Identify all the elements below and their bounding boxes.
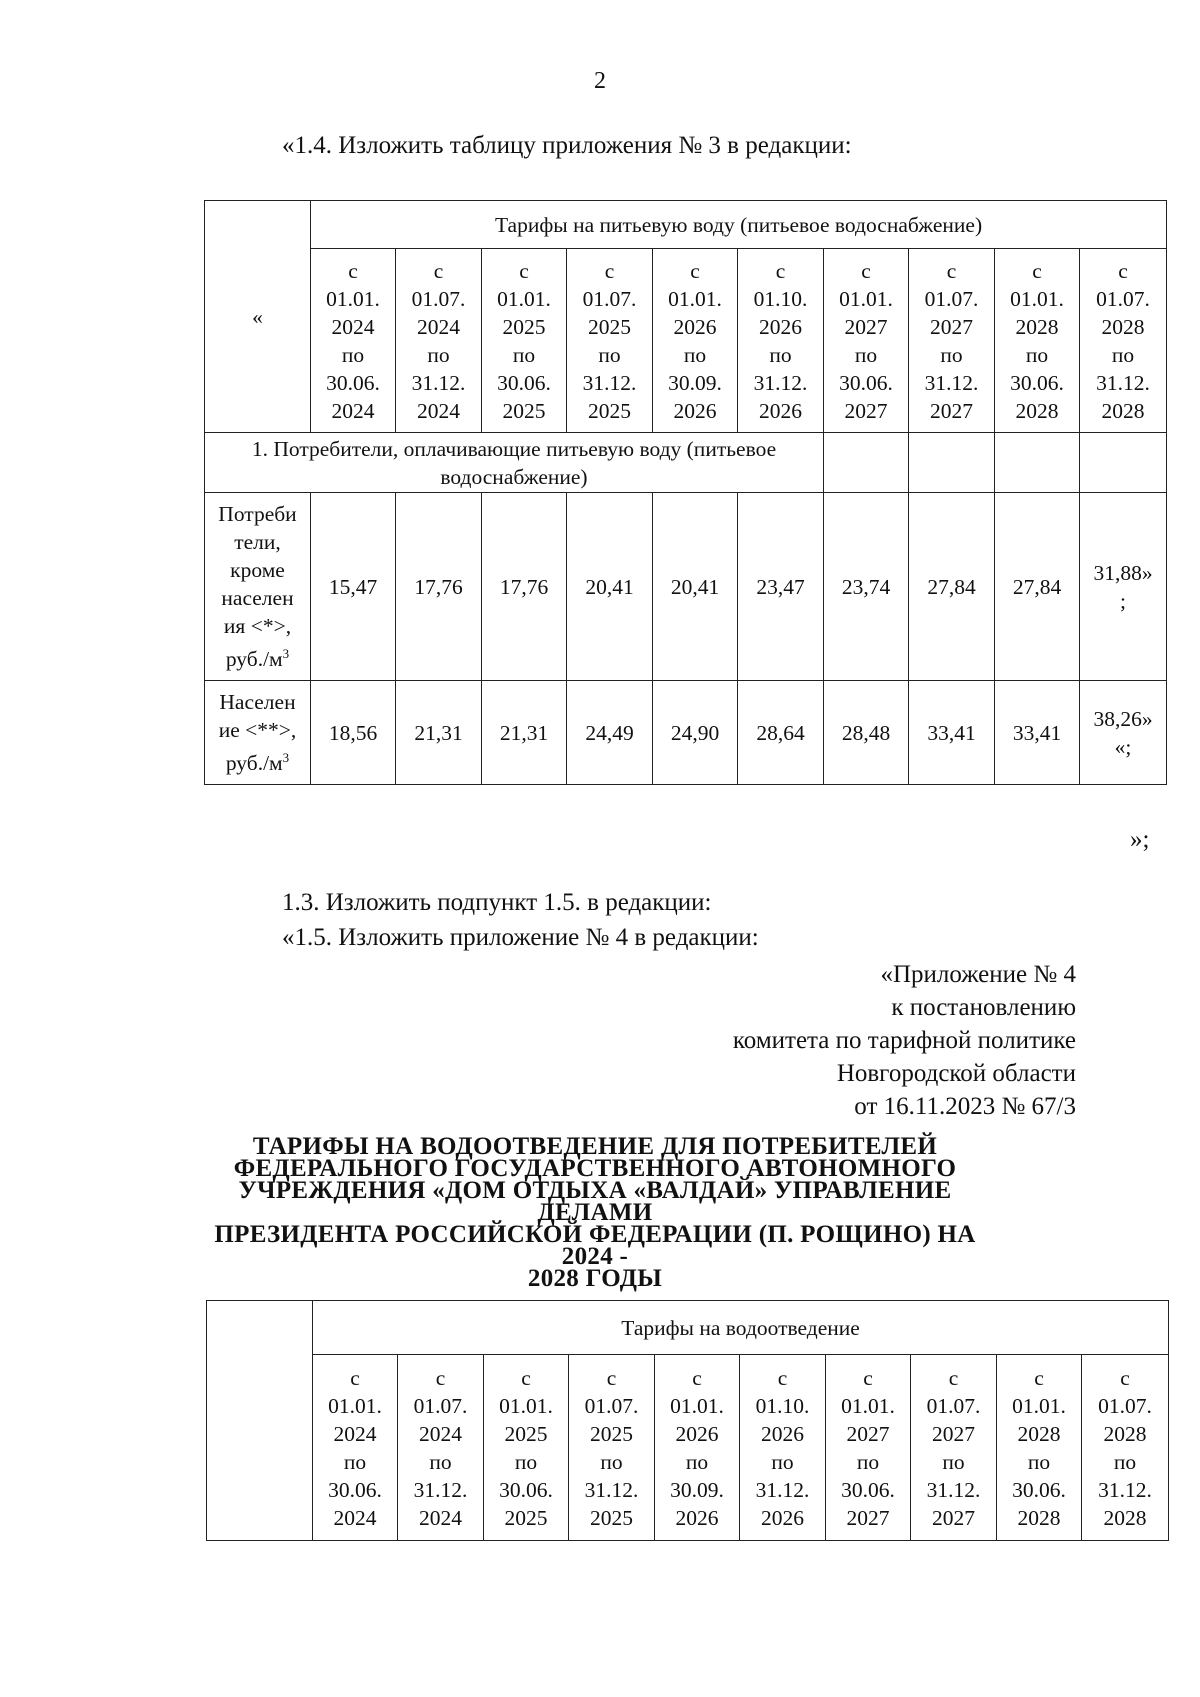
period-line: с: [863, 1365, 873, 1390]
period-line: по: [1111, 342, 1135, 367]
period-line: 31.12.: [413, 1477, 468, 1502]
period-line: по: [600, 1449, 623, 1474]
period-header-cell: [484, 1355, 569, 1541]
period-line: 01.01.: [328, 1393, 382, 1418]
period-line: 2024: [331, 314, 375, 339]
tariff-value-cell: 24,90: [653, 681, 738, 785]
period-line: 01.01.: [670, 1393, 724, 1418]
title-line: ФЕДЕРАЛЬНОГО ГОСУДАРСТВЕННОГО АВТОНОМНОГО: [233, 1155, 957, 1182]
period-line: 2024: [419, 1505, 462, 1530]
period-line: 30.06.: [841, 1477, 895, 1502]
period-line: с: [775, 258, 786, 283]
period-line: 01.01.: [497, 286, 551, 311]
title-line: ТАРИФЫ НА ВОДООТВЕДЕНИЕ ДЛЯ ПОТРЕБИТЕЛЕЙ: [252, 1133, 938, 1160]
period-header-cell: [1080, 249, 1167, 433]
period-header-cell: [396, 249, 482, 433]
period-line: по: [514, 1449, 538, 1474]
period-line: 30.06.: [328, 1477, 382, 1502]
table1-closing-quote: »;: [1130, 826, 1150, 853]
period-line: 30.06.: [326, 370, 380, 395]
period-line: по: [341, 342, 365, 367]
tariff-value-cell: 24,49: [567, 681, 653, 785]
row-label-text: руб./м: [225, 751, 283, 776]
tariff-value-cell: 33,41: [995, 681, 1080, 785]
period-line: 2028: [1103, 1505, 1147, 1530]
period-line: с: [861, 258, 871, 283]
period-line: 2028: [1015, 398, 1059, 423]
row-label-text: тели,: [234, 529, 281, 554]
period-line: 31.12.: [753, 370, 808, 395]
period-line: по: [343, 1449, 367, 1474]
period-line: по: [683, 342, 707, 367]
period-line: 2025: [504, 1505, 548, 1530]
tariff-value-line: ;: [1120, 588, 1127, 613]
tariff-value-line: 38,26»: [1093, 706, 1153, 731]
period-line: 2024: [331, 398, 375, 423]
period-line: 01.01.: [668, 286, 722, 311]
tariff-value-cell: 21,31: [482, 681, 567, 785]
row-label: [205, 681, 311, 785]
period-line: 31.12.: [582, 370, 637, 395]
period-line: по: [856, 1449, 880, 1474]
table-cell: [1080, 433, 1167, 493]
tariff-value-cell: 23,47: [738, 493, 824, 681]
period-line: 01.01.: [1012, 1393, 1066, 1418]
period-line: 2028: [1017, 1505, 1061, 1530]
table2-corner-cell: [207, 1301, 313, 1541]
period-line: 2024: [333, 1505, 377, 1530]
row-label-text: руб./м: [225, 647, 283, 672]
table1-period-row: [205, 249, 1167, 433]
period-line: 2025: [502, 398, 546, 423]
period-line: с: [435, 1365, 446, 1390]
period-header-cell: [738, 249, 824, 433]
period-line: 01.01.: [1010, 286, 1064, 311]
tariff-value-cell: 27,84: [909, 493, 995, 681]
appendix-line: Новгородской области: [836, 1060, 1076, 1087]
table2-header: Тарифы на водоотведение: [313, 1301, 1169, 1355]
row-label-line: [205, 612, 310, 640]
period-line: по: [427, 342, 450, 367]
period-line: 01.07.: [413, 1393, 468, 1418]
period-line: 31.12.: [924, 370, 979, 395]
appendix-line: от 16.11.2023 № 67/3: [854, 1093, 1076, 1120]
period-line: 2026: [675, 1505, 719, 1530]
period-line: 01.07.: [924, 286, 979, 311]
period-line: 2026: [761, 1421, 804, 1446]
period-line: 2028: [1101, 314, 1145, 339]
period-line: 2026: [675, 1421, 719, 1446]
paragraph-1-5: «1.5. Изложить приложение № 4 в редакции:: [282, 924, 759, 951]
period-line: по: [512, 342, 536, 367]
period-header-cell: [997, 1355, 1082, 1541]
period-line: 30.06.: [497, 370, 551, 395]
period-line: по: [1027, 1449, 1051, 1474]
period-line: 2024: [417, 314, 460, 339]
period-header-cell: [740, 1355, 826, 1541]
period-line: с: [946, 258, 957, 283]
row-label: [205, 493, 311, 681]
period-line: по: [854, 342, 878, 367]
tariff-value-line: 31,88»: [1093, 560, 1153, 585]
appendix-line: «Приложение № 4: [880, 961, 1076, 988]
tariff-value-cell: 17,76: [396, 493, 482, 681]
period-line: 2028: [1015, 314, 1059, 339]
row-label-line: [205, 716, 310, 744]
period-line: по: [769, 342, 792, 367]
appendix-line: к постановлению: [891, 994, 1076, 1021]
period-line: с: [519, 258, 529, 283]
period-line: 30.09.: [668, 370, 722, 395]
table1-row-population: [205, 681, 1167, 785]
period-line: по: [942, 1449, 965, 1474]
row-label-line: [205, 500, 310, 528]
period-line: 2026: [761, 1505, 804, 1530]
period-line: 31.12.: [584, 1477, 639, 1502]
unit-superscript: 3: [282, 749, 290, 765]
period-line: 2025: [502, 314, 546, 339]
period-line: 01.01.: [326, 286, 380, 311]
tariff-value-cell: 20,41: [567, 493, 653, 681]
tariff-value-cell: 21,31: [396, 681, 482, 785]
row-label-text: ие <**>,: [218, 717, 297, 742]
period-line: 2027: [930, 398, 973, 423]
document-title: [200, 1133, 990, 1292]
period-line: по: [598, 342, 621, 367]
period-line: 2027: [844, 398, 888, 423]
period-line: с: [690, 258, 700, 283]
period-line: 31.12.: [411, 370, 466, 395]
period-line: 31.12.: [1098, 1477, 1152, 1502]
period-line: 2025: [504, 1421, 548, 1446]
period-header-cell: [311, 249, 396, 433]
period-line: с: [606, 1365, 617, 1390]
tariff-value-cell: 15,47: [311, 493, 396, 681]
table1-corner-cell: «: [205, 201, 311, 433]
table-cell: [995, 433, 1080, 493]
tariff-value-cell: 18,56: [311, 681, 396, 785]
period-line: 2024: [417, 398, 460, 423]
period-line: по: [1025, 342, 1049, 367]
row-label-text: кроме: [230, 557, 285, 582]
period-line: по: [1113, 1449, 1137, 1474]
period-line: 2025: [588, 314, 631, 339]
period-line: 2027: [846, 1505, 890, 1530]
tariff-value-cell: 20,41: [653, 493, 738, 681]
period-header-cell: [653, 249, 738, 433]
period-line: 2026: [673, 398, 717, 423]
row-label-text: Потреби: [218, 501, 297, 526]
period-line: с: [948, 1365, 959, 1390]
period-line: 01.07.: [1096, 286, 1150, 311]
period-line: 01.10.: [755, 1393, 810, 1418]
period-line: с: [777, 1365, 788, 1390]
tariff-value-cell: 17,76: [482, 493, 567, 681]
appendix-header: [733, 958, 1076, 1123]
period-line: 01.07.: [411, 286, 466, 311]
period-line: 2027: [846, 1421, 890, 1446]
period-header-cell: [824, 249, 909, 433]
tariff-value-cell-last: [1080, 493, 1167, 681]
title-line: 2028 ГОДЫ: [527, 1265, 663, 1292]
row-label-line: [205, 744, 310, 777]
row-label-text: ия <*>,: [223, 613, 292, 638]
period-line: 2024: [419, 1421, 462, 1446]
period-line: с: [350, 1365, 360, 1390]
period-line: 01.07.: [582, 286, 637, 311]
tariff-value-line: «;: [1114, 734, 1132, 759]
period-line: 2028: [1017, 1421, 1061, 1446]
period-line: 30.06.: [1010, 370, 1064, 395]
period-header-cell: [482, 249, 567, 433]
period-line: 30.09.: [670, 1477, 724, 1502]
table1-header: Тарифы на питьевую воду (питьевое водоснабжение): [311, 201, 1167, 249]
period-line: 30.06.: [1012, 1477, 1066, 1502]
period-line: по: [685, 1449, 709, 1474]
row-label-text: Населен: [219, 689, 296, 714]
period-line: 31.12.: [926, 1477, 981, 1502]
table1-section-title: 1. Потребители, оплачивающие питьевую воду (питьевое водоснабжение): [205, 433, 824, 493]
period-line: 2026: [759, 314, 802, 339]
paragraph-1-3: 1.3. Изложить подпункт 1.5. в редакции:: [282, 889, 712, 916]
period-line: 01.07.: [1098, 1393, 1152, 1418]
table2-period-row: [207, 1355, 1169, 1541]
period-header-cell: [826, 1355, 911, 1541]
wastewater-tariff-table: [206, 1300, 1169, 1541]
tariff-value-cell: 27,84: [995, 493, 1080, 681]
period-line: 01.10.: [753, 286, 808, 311]
period-line: 2025: [590, 1505, 633, 1530]
period-header-cell: [995, 249, 1080, 433]
tariff-value-cell: 28,64: [738, 681, 824, 785]
page-number: 2: [594, 68, 606, 94]
period-header-cell: [569, 1355, 655, 1541]
period-line: 30.06.: [499, 1477, 553, 1502]
period-line: 2028: [1103, 1421, 1147, 1446]
period-line: 01.07.: [584, 1393, 639, 1418]
row-label-line: [205, 640, 310, 673]
period-header-cell: [313, 1355, 398, 1541]
period-line: 31.12.: [1096, 370, 1150, 395]
row-label-line: [205, 688, 310, 716]
period-line: 2025: [590, 1421, 633, 1446]
table-cell: [824, 433, 909, 493]
period-header-cell: [398, 1355, 484, 1541]
period-header-cell: [655, 1355, 740, 1541]
tariff-value-cell-last: [1080, 681, 1167, 785]
title-line: ПРЕЗИДЕНТА РОССИЙСКОЙ ФЕДЕРАЦИИ (П. РОЩИНО) НА 2024 -: [214, 1221, 976, 1270]
period-line: с: [348, 258, 358, 283]
period-line: по: [771, 1449, 794, 1474]
period-header-cell: [567, 249, 653, 433]
period-line: 01.01.: [841, 1393, 895, 1418]
tariff-value-cell: 33,41: [909, 681, 995, 785]
tariff-value-cell: 23,74: [824, 493, 909, 681]
table-cell: [909, 433, 995, 493]
period-line: 2027: [930, 314, 973, 339]
period-line: по: [429, 1449, 452, 1474]
period-line: с: [692, 1365, 702, 1390]
period-line: с: [1118, 258, 1128, 283]
drinking-water-tariff-table: [204, 200, 1167, 785]
period-line: по: [940, 342, 963, 367]
period-line: 2027: [844, 314, 888, 339]
period-line: 2027: [932, 1421, 975, 1446]
period-line: с: [604, 258, 615, 283]
period-header-cell: [1082, 1355, 1169, 1541]
period-line: 2024: [333, 1421, 377, 1446]
period-line: 01.01.: [499, 1393, 553, 1418]
row-label-line: [205, 584, 310, 612]
period-line: с: [1034, 1365, 1044, 1390]
tariff-value-cell: 28,48: [824, 681, 909, 785]
period-line: 31.12.: [755, 1477, 810, 1502]
row-label-text: населен: [221, 585, 294, 610]
row-label-line: [205, 556, 310, 584]
period-line: с: [1120, 1365, 1130, 1390]
period-line: 01.01.: [839, 286, 893, 311]
period-line: 2028: [1101, 398, 1145, 423]
table1-row-consumers: [205, 493, 1167, 681]
period-line: 30.06.: [839, 370, 893, 395]
row-label-line: [205, 528, 310, 556]
paragraph-1-4: «1.4. Изложить таблицу приложения № 3 в редакции:: [282, 132, 852, 159]
period-header-cell: [909, 249, 995, 433]
period-line: 2026: [759, 398, 802, 423]
appendix-line: комитета по тарифной политике: [732, 1027, 1076, 1054]
period-line: 2026: [673, 314, 717, 339]
period-line: 01.07.: [926, 1393, 981, 1418]
period-line: 2025: [588, 398, 631, 423]
title-line: УЧРЕЖДЕНИЯ «ДОМ ОТДЫХА «ВАЛДАЙ» УПРАВЛЕНИЕ ДЕЛАМИ: [238, 1177, 952, 1226]
unit-superscript: 3: [282, 645, 290, 661]
period-line: с: [521, 1365, 531, 1390]
period-header-cell: [911, 1355, 997, 1541]
period-line: с: [433, 258, 444, 283]
period-line: 2027: [932, 1505, 975, 1530]
period-line: с: [1032, 258, 1042, 283]
